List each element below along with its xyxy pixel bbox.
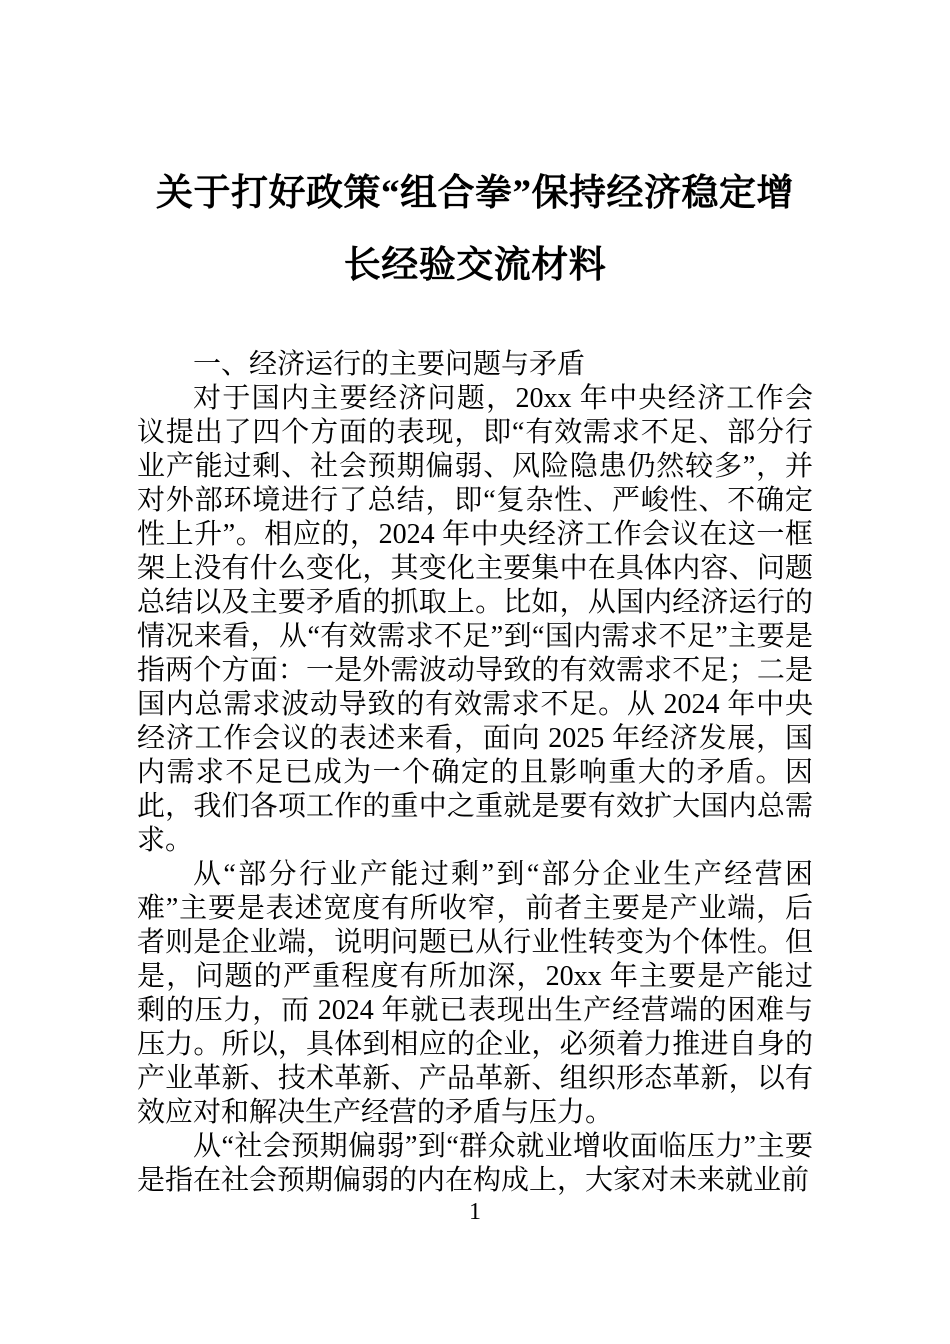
page-number: 1 xyxy=(469,1199,481,1225)
body-paragraph: 从“社会预期偏弱”到“群众就业增收面临压力”主要是指在社会预期偏弱的内在构成上，大家对未来就业前 xyxy=(137,1131,813,1196)
document-body xyxy=(137,348,813,1198)
document-title-line-1: 关于打好政策“组合拳”保持经济稳定增 xyxy=(156,173,794,214)
section-heading: 一、经济运行的主要问题与矛盾 xyxy=(193,349,586,380)
body-paragraph: 对于国内主要经济问题，20xx 年中央经济工作会议提出了四个方面的表现，即“有效需求不足、部分行业产能过剩、社会预期偏弱、风险隐患仍然较多”，并对外部环境进行了总结，即“复杂性、严峻性、不确定性上升”。相应的，2024 年中央经济工作会议在这一框架上没有什么变化，其变化主要集中在具体内容、问题总结以及主要矛盾的抓取上。比如，从国内经济运行的情况来看，从“有效需求不足”到“国内需求不足”主要是指两个方面：一是外需波动导致的有效需求不足；二是国内总需求波动导致的有效需求不足。从 2024 年中央经济工作会议的表述来看，面向 2025 年经济发展，国内需求不足已成为一个确定的且影响重大的矛盾。因此，我们各项工作的重中之重就是要有效扩大国内总需求。 xyxy=(137,383,813,856)
document-title xyxy=(137,158,813,302)
body-paragraph: 从“部分行业产能过剩”到“部分企业生产经营困难”主要是表述宽度有所收窄，前者主要是产业端，后者则是企业端，说明问题已从行业性转变为个体性。但是，问题的严重程度有所加深，20xx 年主要是产能过剩的压力，而 2024 年就已表现出生产经营端的困难与压力。所以，具体到相应的企业，必须着力推进自身的产业革新、技术革新、产品革新、组织形态革新，以有效应对和解决生产经营的矛盾与压力。 xyxy=(137,859,813,1128)
document-title-line-2: 长经验交流材料 xyxy=(343,245,607,286)
paragraph-container xyxy=(137,382,813,1198)
